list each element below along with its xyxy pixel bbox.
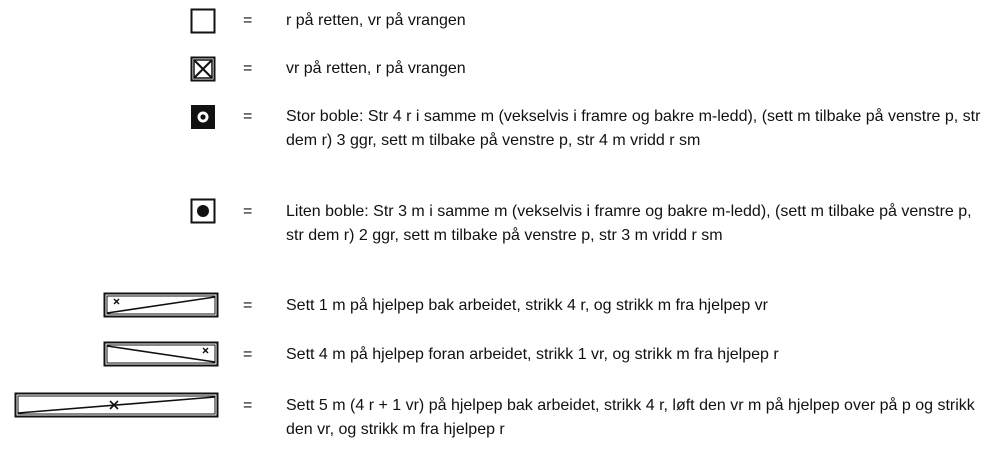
equals-sign: = [243, 203, 253, 220]
equals-sign: = [243, 108, 253, 125]
legend-description-cable-1-back: Sett 1 m på hjelpep bak arbeidet, strikk 4 r, og strikk m fra hjelpep vr [286, 297, 768, 314]
cable-5-back-symbol [14, 392, 219, 418]
big-bobble-icon [190, 104, 216, 130]
cable-1-over-4-back-symbol [103, 292, 219, 318]
small-bobble-icon [190, 198, 216, 224]
legend-description-big-bobble: Stor boble: Str 4 r i samme m (vekselvis i framre og bakre m-ledd), (sett m tilbake på venstre p, str dem r) 3 ggr, sett m tilbake på venstre p, str 4 m vridd r sm [286, 108, 981, 149]
legend-description-knit-right-side: r på retten, vr på vrangen [286, 12, 466, 29]
empty-square-symbol [190, 8, 216, 34]
legend-description-purl-right-side: vr på retten, r på vrangen [286, 60, 466, 77]
equals-sign: = [243, 297, 253, 314]
legend-description-cable-4-front: Sett 4 m på hjelpep foran arbeidet, strikk 1 vr, og strikk m fra hjelpep r [286, 346, 779, 363]
crossed-square-symbol [190, 56, 216, 82]
equals-sign: = [243, 60, 253, 77]
legend-description-small-bobble: Liten boble: Str 3 m i samme m (vekselvis i framre og bakre m-ledd), (sett m tilbake på venstre p, str dem r) 2 ggr, sett m tilbake på venstre p, str 3 m vridd r sm [286, 203, 972, 244]
legend-description-cable-5-back: Sett 5 m (4 r + 1 vr) på hjelpep bak arbeidet, strikk 4 r, løft den vr m på hjelpep over på p og strikk den vr, og strikk m fra hjelpep r [286, 397, 975, 438]
cable-4-over-1-front-symbol [103, 341, 219, 367]
equals-sign: = [243, 397, 253, 414]
equals-sign: = [243, 12, 253, 29]
equals-sign: = [243, 346, 253, 363]
